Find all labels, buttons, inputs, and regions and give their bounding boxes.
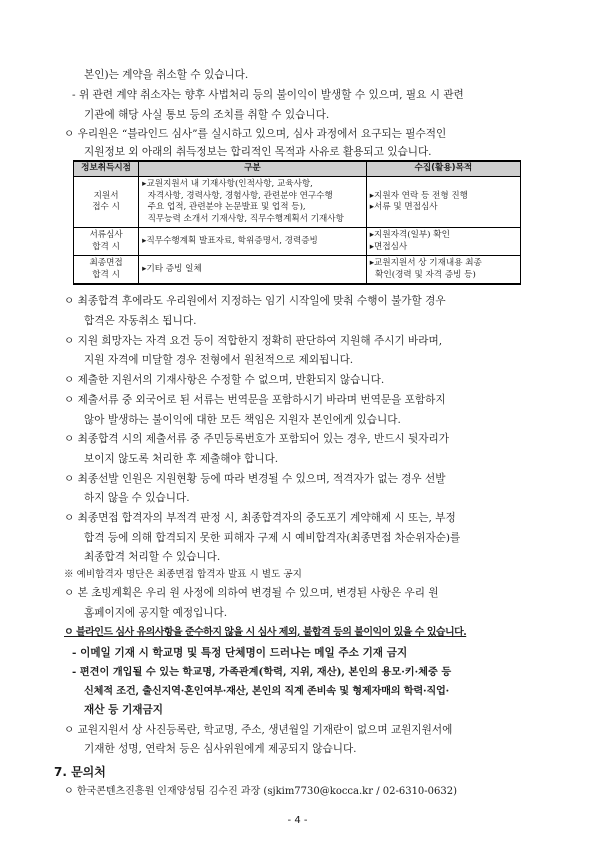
info-collection-table bbox=[73, 160, 521, 285]
table-row bbox=[74, 228, 521, 256]
blind-review-warning: ㅇ 블라인드 심사 유의사항을 준수하지 않을 시 심사 제외, 불합격 등의 불이익이 있을 수 있습니다. bbox=[64, 627, 467, 638]
table-cell-category: ▸직무수행계획 발표자료, 학위증명서, 경력증빙 bbox=[139, 228, 367, 256]
text-line: 기재한 성명, 연락처 등은 심사위원에게 제공되지 않습니다. bbox=[84, 743, 357, 755]
table-cell-time: 최종면접 합격 시 bbox=[74, 256, 139, 285]
text-line: ㅇ 제출한 지원서의 기재사항은 수정할 수 없으며, 반환되지 않습니다. bbox=[64, 374, 385, 386]
text-line: 지원 자격에 미달할 경우 전형에서 원천적으로 제외됩니다. bbox=[84, 354, 354, 366]
text-line: ㅇ 본 초빙계획은 우리 원 사정에 의하여 변경될 수 있으며, 변경된 사항은 우리 원 bbox=[64, 587, 439, 599]
section-title: 7. 문의처 bbox=[54, 765, 106, 779]
text-line: - 위 관련 계약 취소자는 향후 사법처리 등의 불이익이 발생할 수 있으며, 필요 시 관련 bbox=[72, 89, 464, 101]
text-line: 하지 않을 수 있습니다. bbox=[84, 492, 190, 504]
page-number: - 4 - bbox=[287, 815, 308, 826]
table-row bbox=[74, 256, 521, 285]
text-line: 기관에 해당 사실 통보 등의 조치를 취할 수 있습니다. bbox=[84, 109, 330, 121]
table-cell-category: ▸기타 증빙 일체 bbox=[139, 256, 367, 285]
text-line: ㅇ 지원 희망자는 자격 요건 등이 적합한지 정확히 판단하여 지원해 주시기 바라며, bbox=[64, 335, 443, 347]
text-line: ㅇ 최종선발 인원은 지원현황 등에 따라 변경될 수 있으며, 적격자가 없는 경우 선발 bbox=[64, 473, 446, 485]
text-line: ㅇ 우리원은 “블라인드 심사”를 실시하고 있으며, 심사 과정에서 요구되는 필수적인 bbox=[64, 128, 447, 140]
text-line: 최종합격 처리할 수 있습니다. bbox=[84, 551, 221, 563]
table-cell-purpose: ▸지원자 연락 등 전형 진행 ▸서류 및 면접심사 bbox=[366, 177, 520, 228]
text-line: ㅇ 최종면접 합격자의 부적격 판정 시, 최종합격자의 중도포기 계약해제 시 또는, 부정 bbox=[64, 512, 456, 524]
table-header-row bbox=[74, 161, 521, 177]
table-header: 구분 bbox=[139, 161, 367, 177]
text-line: ㅇ 제출서류 중 외국어로 된 서류는 번역문을 포함하시기 바라며 번역문을 포함하지 bbox=[64, 394, 446, 406]
table-cell-time: 지원서 접수 시 bbox=[74, 177, 139, 228]
text-line: 홈페이지에 공지할 예정입니다. bbox=[84, 607, 228, 619]
text-line: 본인)는 계약을 취소할 수 있습니다. bbox=[84, 69, 249, 81]
table-cell-category: ▸교원지원서 내 기재사항(인적사항, 교육사항, 자격사항, 경력사항, 경험사항, 관련분야 연구수행 주요 업적, 관련분야 논문발표 및 업적 등), 직무능력 소개서 기재사항, 직무수행계획서 기재사항 bbox=[139, 177, 367, 228]
note-line: ※ 예비합격자 명단은 최종면접 합격자 발표 시 별도 공지 bbox=[64, 569, 302, 580]
text-line: 합격은 자동취소 됩니다. bbox=[84, 315, 197, 327]
text-line: ㅇ 최종합격 시의 제출서류 중 주민등록번호가 포함되어 있는 경우, 반드시 뒷자리가 bbox=[64, 433, 449, 445]
bold-text-line: 신체적 조건, 출신지역·혼인여부·재산, 본인의 직계 존비속 및 형제자매의 학력·직업· bbox=[84, 685, 450, 697]
table-row bbox=[74, 177, 521, 228]
text-line: 않아 발생하는 불이익에 대한 모든 책임은 지원자 본인에게 있습니다. bbox=[84, 414, 401, 426]
text-line: 합격 등에 의해 합격되지 못한 피해자 구제 시 예비합격자(최종면접 차순위자순)를 bbox=[84, 532, 461, 544]
bold-text-line: 재산 등 기재금지 bbox=[84, 704, 164, 716]
text-line: 지원정보 외 아래의 취득정보는 합리적인 목적과 사유로 활용되고 있습니다. bbox=[84, 146, 432, 158]
table-cell-purpose: ▸지원자격(일부) 확인 ▸면접심사 bbox=[366, 228, 520, 256]
contact-line: ㅇ 한국콘텐츠진흥원 인재양성팀 김수진 과장 (sjkim7730@kocca.kr / 02-6310-0632) bbox=[64, 786, 458, 797]
table-header: 수집(활용)목적 bbox=[366, 161, 520, 177]
text-line: 보이지 않도록 처리한 후 제출해야 합니다. bbox=[84, 453, 279, 465]
bold-text-line: - 이메일 기재 시 학교명 및 특정 단체명이 드러나는 메일 주소 기재 금지 bbox=[72, 647, 408, 659]
table-header: 정보취득시점 bbox=[74, 161, 139, 177]
bold-text-line: - 편견이 개입될 수 있는 학교명, 가족관계(학력, 지위, 재산), 본인의 용모·키·체중 등 bbox=[72, 666, 452, 678]
table-cell-time: 서류심사 합격 시 bbox=[74, 228, 139, 256]
table-cell-purpose: ▸교원지원서 상 기재내용 최종 확인(경력 및 자격 증빙 등) bbox=[366, 256, 520, 285]
text-line: ㅇ 최종합격 후에라도 우리원에서 지정하는 임기 시작일에 맞춰 수행이 불가할 경우 bbox=[64, 295, 446, 307]
text-line: ㅇ 교원지원서 상 사진등록란, 학교명, 주소, 생년월일 기재란이 없으며 교원지원서에 bbox=[64, 724, 453, 736]
